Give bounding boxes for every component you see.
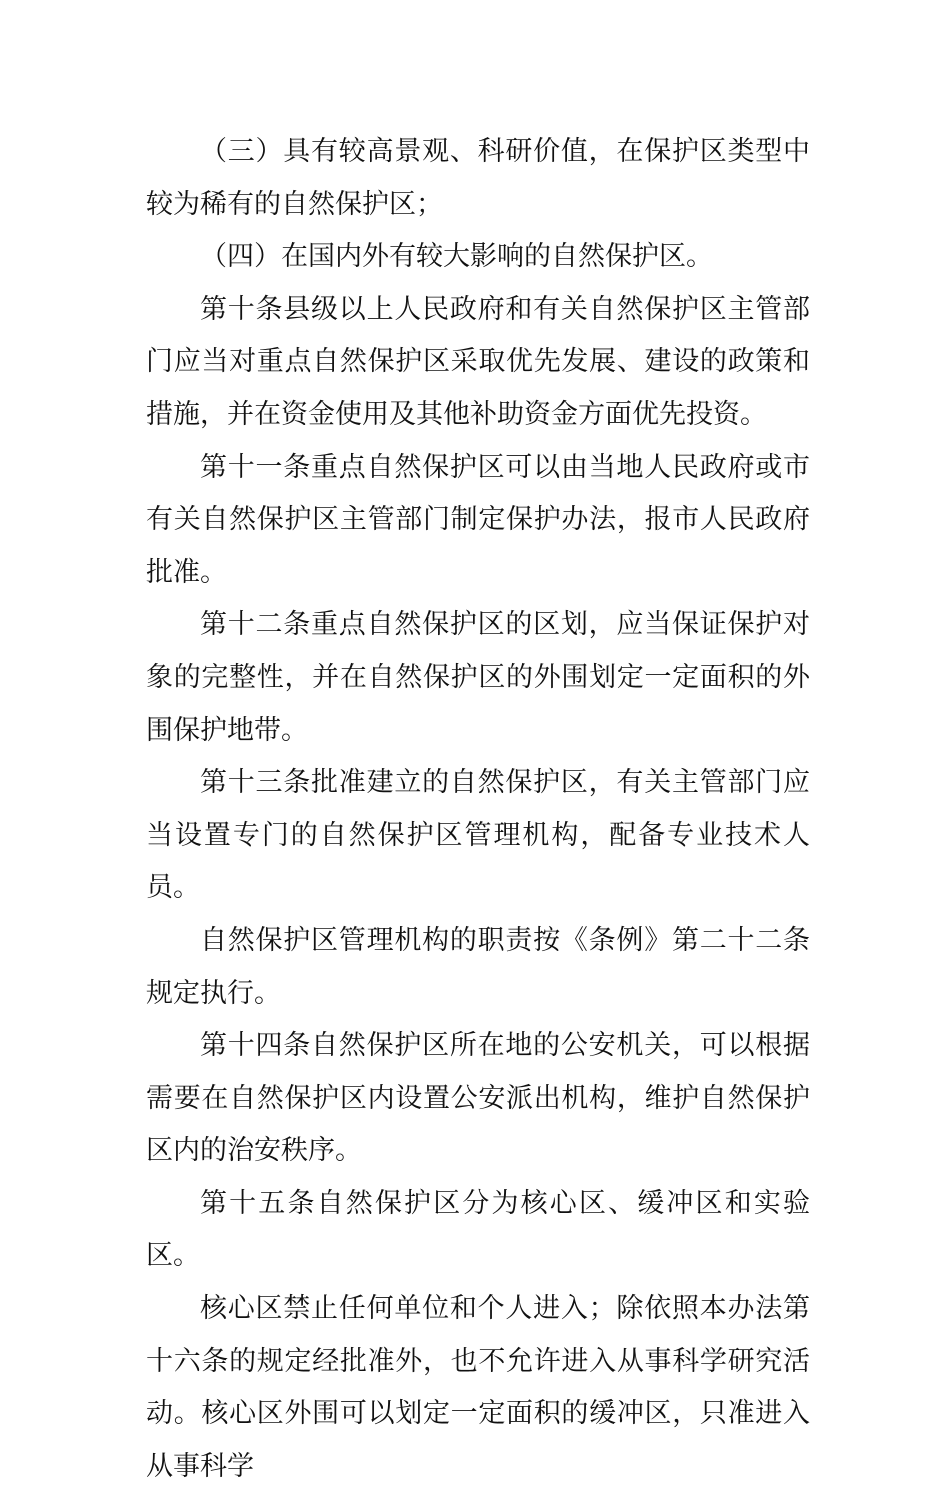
document-body	[146, 126, 810, 1493]
article-13-duties-paragraph: 自然保护区管理机构的职责按《条例》第二十二条规定执行。	[146, 924, 810, 1009]
article-14-paragraph: 第十四条自然保护区所在地的公安机关，可以根据需要在自然保护区内设置公安派出机构，维护自然保护区内的治安秩序。	[146, 1030, 810, 1167]
article-11-paragraph: 第十一条重点自然保护区可以由当地人民政府或市有关自然保护区主管部门制定保护办法，报市人民政府批准。	[146, 451, 810, 588]
paragraph-item-3: （三）具有较高景观、科研价值，在保护区类型中较为稀有的自然保护区；	[146, 136, 810, 220]
paragraph-item-4: （四）在国内外有较大影响的自然保护区。	[200, 241, 713, 273]
article-15-paragraph: 第十五条自然保护区分为核心区、缓冲区和实验区。	[146, 1187, 810, 1272]
article-10-paragraph: 第十条县级以上人民政府和有关自然保护区主管部门应当对重点自然保护区采取优先发展、建设的政策和措施，并在资金使用及其他补助资金方面优先投资。	[146, 293, 810, 430]
core-zone-paragraph: 核心区禁止任何单位和个人进入；除依照本办法第十六条的规定经批准外，也不允许进入从事科学研究活动。核心区外围可以划定一定面积的缓冲区，只准进入从事科学	[146, 1293, 810, 1482]
article-12-paragraph: 第十二条重点自然保护区的区划，应当保证保护对象的完整性，并在自然保护区的外围划定一定面积的外围保护地带。	[146, 609, 810, 746]
article-13-paragraph: 第十三条批准建立的自然保护区，有关主管部门应当设置专门的自然保护区管理机构，配备专业技术人员。	[146, 767, 810, 904]
